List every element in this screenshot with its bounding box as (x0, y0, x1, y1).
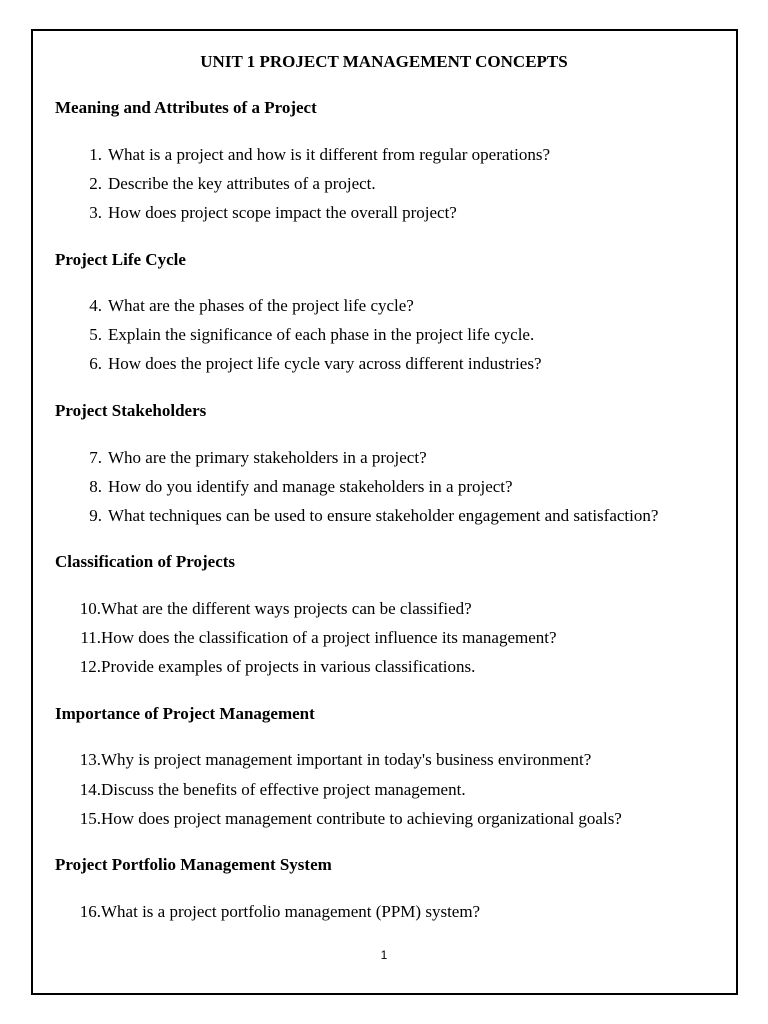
item-number: 8. (89, 477, 102, 496)
item-number: 16. (79, 902, 101, 921)
item-text: Why is project management important in today's business environment? (101, 750, 592, 769)
list-item (55, 477, 513, 497)
item-number: 13. (79, 750, 101, 769)
item-text: What techniques can be used to ensure stakeholder engagement and satisfaction? (108, 506, 659, 525)
list-item (55, 354, 542, 374)
item-text: Who are the primary stakeholders in a project? (108, 448, 427, 467)
list-item (55, 506, 658, 526)
list-item (55, 657, 475, 677)
item-text: How does the classification of a project influence its management? (101, 628, 557, 647)
list-item (55, 599, 472, 619)
item-number: 7. (89, 448, 102, 467)
item-text: How does project scope impact the overall project? (108, 203, 457, 222)
section-heading: Meaning and Attributes of a Project (55, 98, 317, 117)
section-heading: Classification of Projects (55, 552, 236, 571)
list-item (55, 203, 457, 223)
item-text: How do you identify and manage stakeholders in a project? (108, 477, 513, 496)
list-item (55, 145, 550, 165)
list-item (55, 902, 480, 922)
list-item (55, 325, 534, 345)
item-number: 10. (79, 599, 101, 618)
list-item (55, 448, 427, 468)
list-item (55, 628, 557, 648)
list-item (55, 809, 622, 829)
section-heading: Project Life Cycle (55, 250, 186, 269)
section-heading: Project Portfolio Management System (55, 855, 332, 874)
item-text: Provide examples of projects in various classifications. (101, 657, 476, 676)
item-number: 2. (89, 174, 102, 193)
section-heading: Importance of Project Management (55, 704, 315, 723)
item-number: 15. (79, 809, 101, 828)
item-number: 3. (89, 203, 102, 222)
item-number: 4. (89, 296, 102, 315)
item-text: Discuss the benefits of effective project management. (101, 780, 466, 799)
item-text: Describe the key attributes of a project. (108, 174, 376, 193)
page-title: UNIT 1 PROJECT MANAGEMENT CONCEPTS (200, 52, 568, 71)
item-number: 11. (80, 628, 101, 647)
item-text: What is a project and how is it different from regular operations? (108, 145, 551, 164)
page-number: 1 (380, 948, 388, 962)
item-number: 14. (79, 780, 101, 799)
item-number: 1. (89, 145, 102, 164)
list-item (55, 780, 466, 800)
list-item (55, 174, 376, 194)
list-item (55, 750, 591, 770)
item-number: 6. (89, 354, 102, 373)
item-text: What are the different ways projects can be classified? (101, 599, 472, 618)
list-item (55, 296, 414, 316)
section-heading: Project Stakeholders (55, 401, 207, 420)
item-text: How does the project life cycle vary across different industries? (108, 354, 542, 373)
item-number: 5. (89, 325, 102, 344)
item-text: What are the phases of the project life cycle? (108, 296, 414, 315)
item-number: 9. (89, 506, 102, 525)
item-text: How does project management contribute to achieving organizational goals? (101, 809, 622, 828)
item-text: Explain the significance of each phase in the project life cycle. (108, 325, 535, 344)
item-text: What is a project portfolio management (PPM) system? (101, 902, 481, 921)
item-number: 12. (79, 657, 101, 676)
